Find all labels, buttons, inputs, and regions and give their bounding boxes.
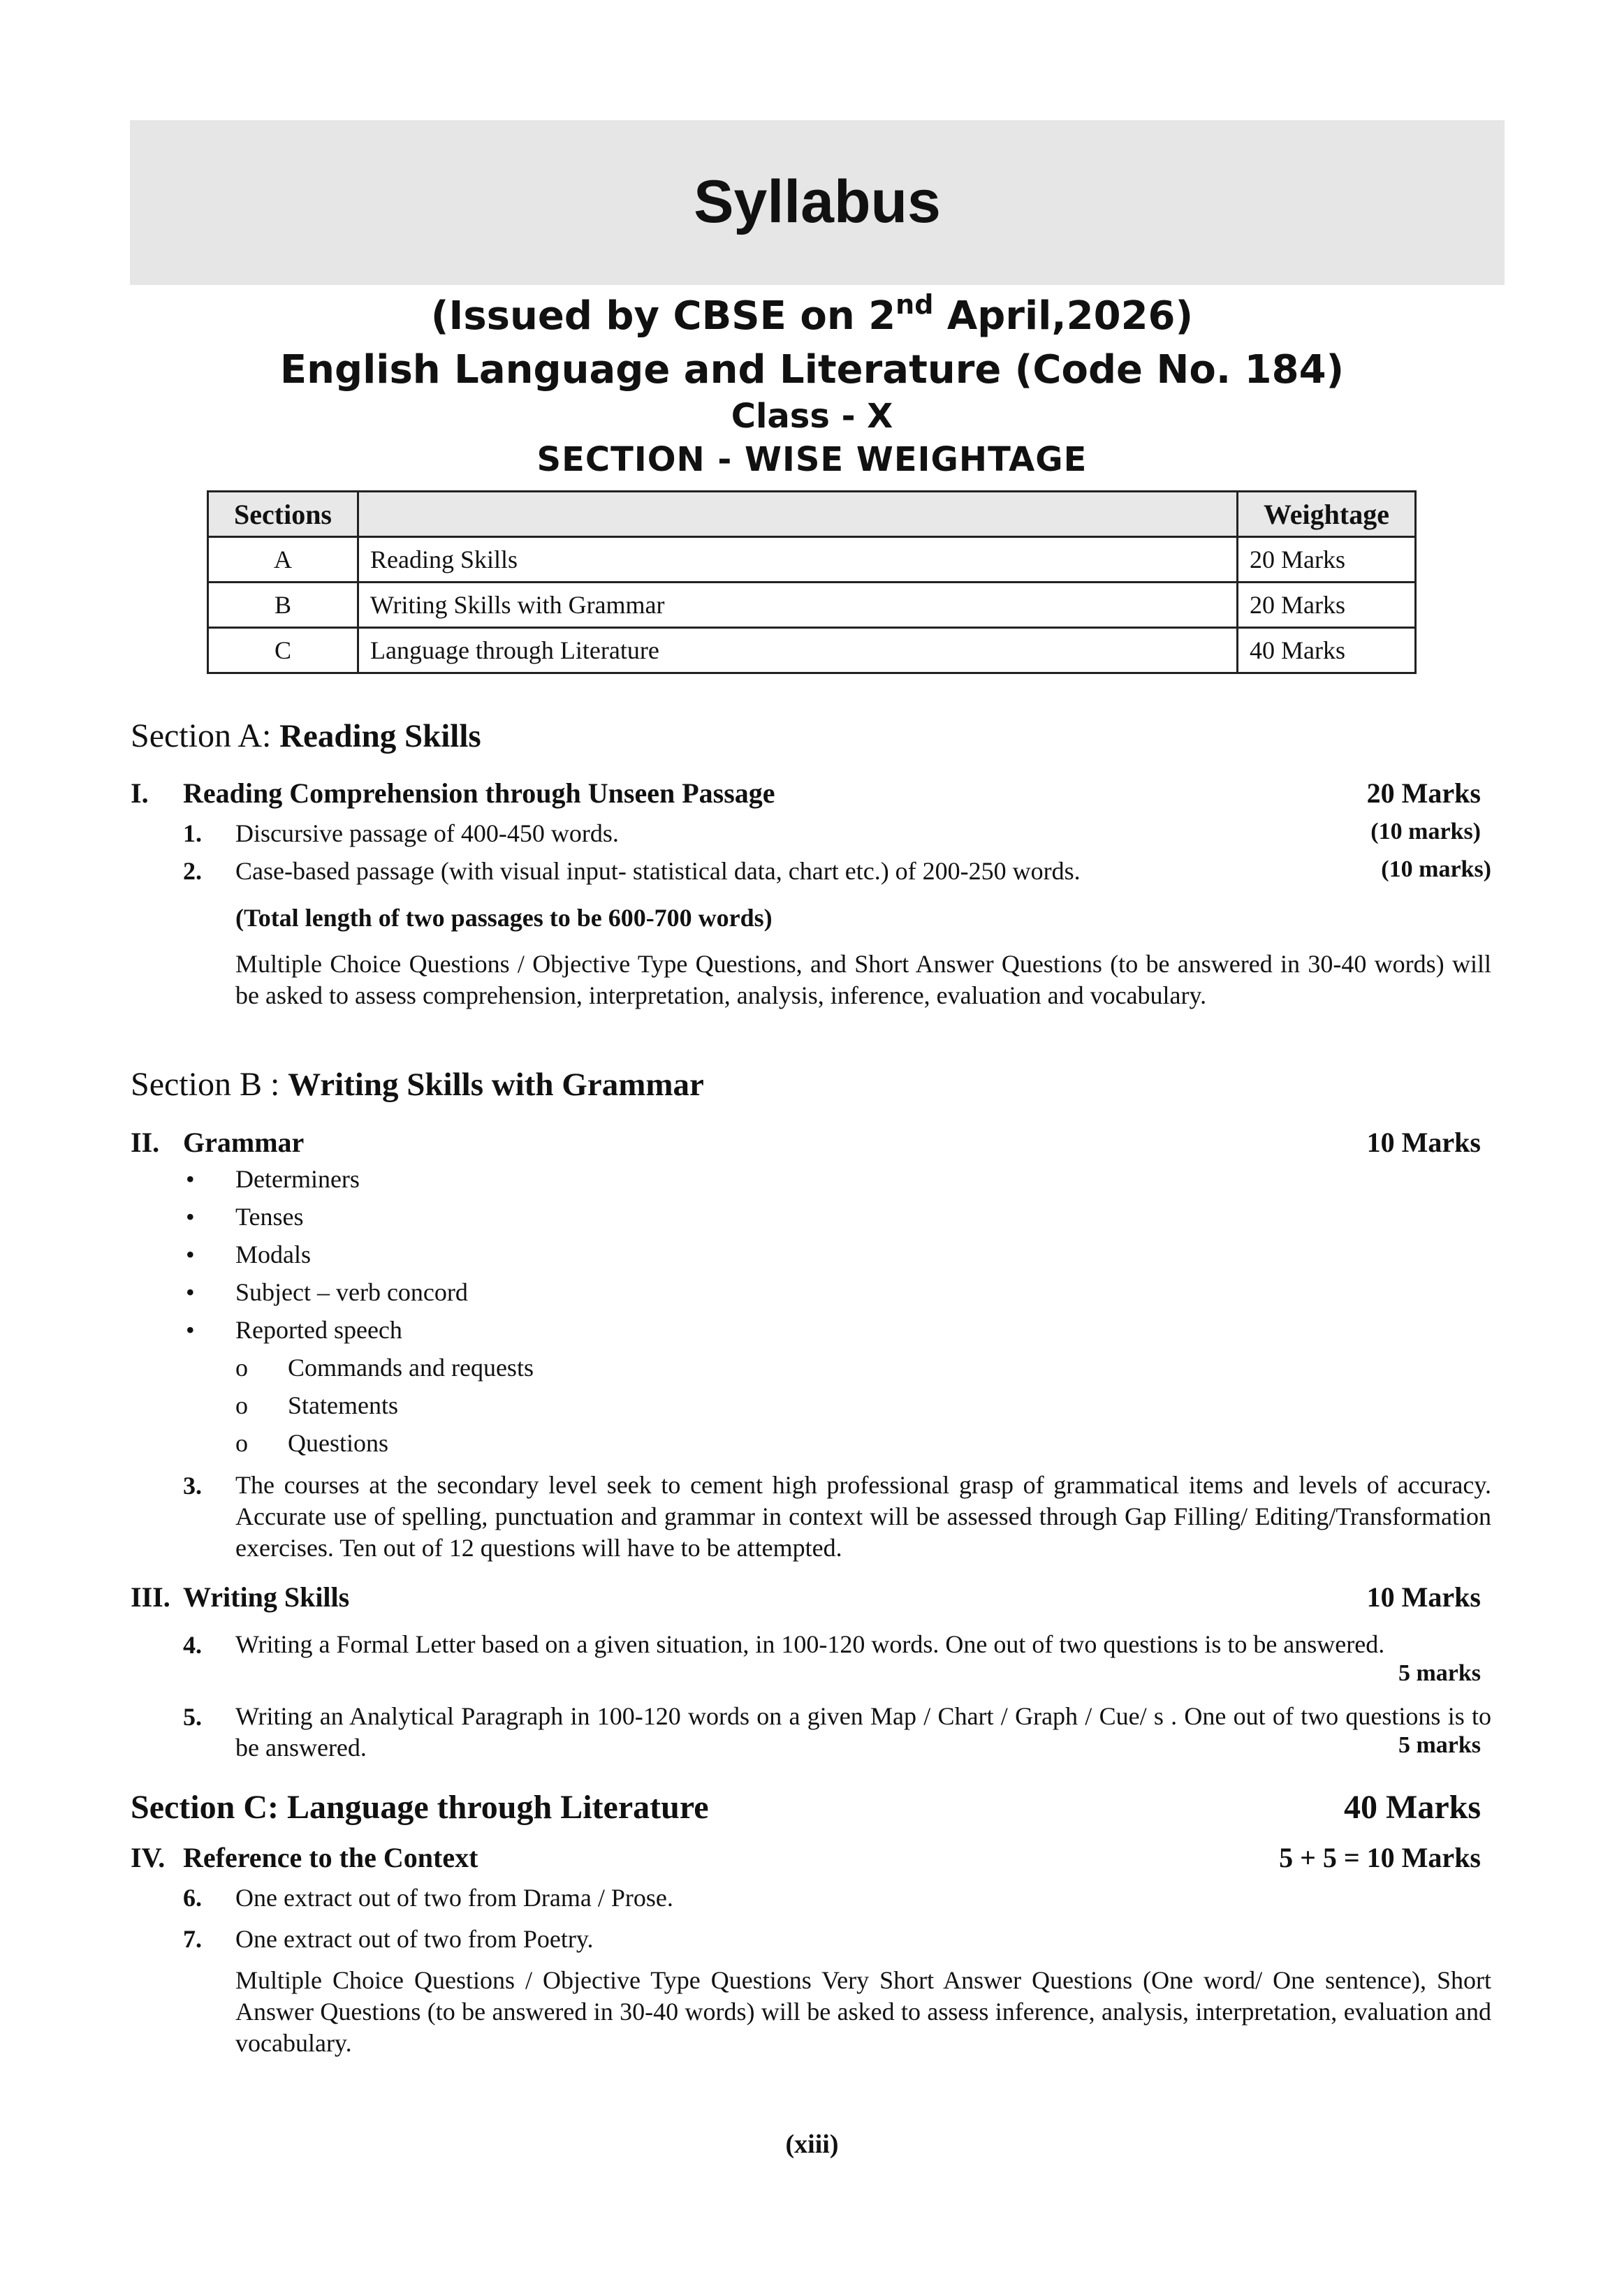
section-c-marks: 40 Marks [1344, 1789, 1481, 1826]
issued-line [0, 289, 1624, 339]
item-text: Case-based passage (with visual input- statistical data, chart etc.) of 200-250 words. [235, 857, 1081, 885]
table-row [208, 583, 1416, 628]
analytical-paragraph-text: Writing an Analytical Paragraph in 100-120 words on a given Map / Chart / Graph / Cue/ s . One out of two questions is to be answered. [235, 1702, 1491, 1762]
cell-section: C [208, 628, 358, 673]
section-a-title: Reading Skills [279, 718, 481, 754]
section-a-heading [131, 717, 481, 755]
cell-weightage: 40 Marks [1238, 628, 1416, 673]
issued-pre: (Issued by CBSE on 2 [430, 293, 896, 339]
section-c-heading: Section C: Language through Literature [131, 1789, 709, 1826]
section-c-description: Multiple Choice Questions / Objective Type Questions Very Short Answer Questions (One word/ One sentence), Short Answer Questions (to be answered in 30-40 words) will be asked to assess inference, analysis, interpretation, evaluation and vocabulary. [235, 1966, 1491, 2057]
topic-marks: 5 + 5 = 10 Marks [1279, 1842, 1481, 1873]
weightage-table [207, 490, 1417, 674]
item-num: 7. [183, 1925, 202, 1953]
topic-num: II. [131, 1127, 160, 1158]
cell-section: A [208, 537, 358, 583]
bullet-glyph: • [186, 1203, 195, 1231]
section-b-title: Writing Skills with Grammar [288, 1067, 704, 1103]
item-text: One extract out of two from Drama / Prose. [235, 1884, 673, 1912]
item-num: 6. [183, 1884, 202, 1912]
item-num: 3. [183, 1472, 202, 1500]
cell-section: B [208, 583, 358, 628]
formal-letter-text: Writing a Formal Letter based on a given situation, in 100-120 words. One out of two questions is to be answered. [235, 1630, 1385, 1658]
topic-title: Writing Skills [183, 1581, 350, 1613]
issued-sup: nd [895, 289, 934, 320]
topic-marks: 20 Marks [1366, 777, 1481, 809]
grammar-item: Modals [235, 1240, 311, 1268]
section-b-heading [131, 1065, 704, 1104]
header-weightage: Weightage [1238, 492, 1416, 537]
topic-title: Grammar [183, 1127, 305, 1158]
bullet-glyph: • [186, 1240, 195, 1268]
bullet-glyph: • [186, 1165, 195, 1193]
grammar-item: Reported speech [235, 1316, 402, 1344]
page-title: Syllabus [694, 168, 941, 235]
grammar-item: Subject – verb concord [235, 1278, 468, 1306]
cell-topic: Language through Literature [358, 628, 1238, 673]
grammar-item: Determiners [235, 1165, 360, 1193]
cell-topic: Writing Skills with Grammar [358, 583, 1238, 628]
grammar-item: Tenses [235, 1203, 304, 1231]
topic-title: Reference to the Context [183, 1842, 478, 1873]
section-a-description: Multiple Choice Questions / Objective Type Questions, and Short Answer Questions (to be answered in 30-40 words) will be asked to assess comprehension, interpretation, analysis, inference, evaluation and vocabulary. [235, 950, 1491, 1009]
sub-bullet-glyph: o [235, 1391, 248, 1419]
item-text: Discursive passage of 400-450 words. [235, 819, 619, 847]
item-text: One extract out of two from Poetry. [235, 1925, 594, 1953]
cell-weightage: 20 Marks [1238, 537, 1416, 583]
issued-post: April,2026) [933, 293, 1194, 339]
topic-marks: 10 Marks [1366, 1127, 1481, 1158]
sub-bullet-glyph: o [235, 1429, 248, 1457]
topic-title: Reading Comprehension through Unseen Passage [183, 777, 775, 809]
section-b-label: Section B : [131, 1066, 280, 1103]
item-marks: (10 marks) [1370, 819, 1481, 844]
course-title: English Language and Literature (Code No. 184) [279, 347, 1345, 393]
bullet-glyph: • [186, 1278, 195, 1306]
item-num: 4. [183, 1631, 202, 1659]
reported-speech-item: Statements [288, 1391, 398, 1419]
passage-length-note: (Total length of two passages to be 600-700 words) [235, 904, 773, 932]
item-num: 1. [183, 819, 202, 847]
topic-num: IV. [131, 1842, 166, 1873]
table-header-row [208, 492, 1416, 537]
sub-bullet-glyph: o [235, 1354, 248, 1382]
item-marks: 5 marks [1398, 1660, 1481, 1686]
header-blank [358, 492, 1238, 537]
topic-num: III. [131, 1581, 170, 1613]
topic-num: I. [131, 777, 149, 809]
item-marks: (10 marks) [1381, 856, 1491, 882]
reported-speech-item: Questions [288, 1429, 388, 1457]
cell-topic: Reading Skills [358, 537, 1238, 583]
topic-marks: 10 Marks [1366, 1581, 1481, 1613]
title-banner [130, 120, 1505, 285]
item-num: 5. [183, 1703, 202, 1731]
class-label: Class - X [731, 397, 893, 436]
item-num: 2. [183, 857, 202, 885]
bullet-glyph: • [186, 1316, 195, 1344]
header-sections: Sections [208, 492, 358, 537]
cell-weightage: 20 Marks [1238, 583, 1416, 628]
table-row [208, 628, 1416, 673]
item-marks: 5 marks [1398, 1732, 1481, 1758]
grammar-description: The courses at the secondary level seek to cement high professional grasp of grammatical items and levels of accuracy. Accurate use of spelling, punctuation and grammar in context will be assessed through Gap Filling/ Editing/Transformation exercises. Ten out of 12 questions will have to be attempted. [235, 1471, 1491, 1562]
weightage-heading: SECTION - WISE WEIGHTAGE [536, 440, 1088, 479]
page-number: (xiii) [785, 2130, 839, 2159]
table-row [208, 537, 1416, 583]
section-a-label: Section A: [131, 717, 272, 754]
reported-speech-item: Commands and requests [288, 1354, 534, 1382]
